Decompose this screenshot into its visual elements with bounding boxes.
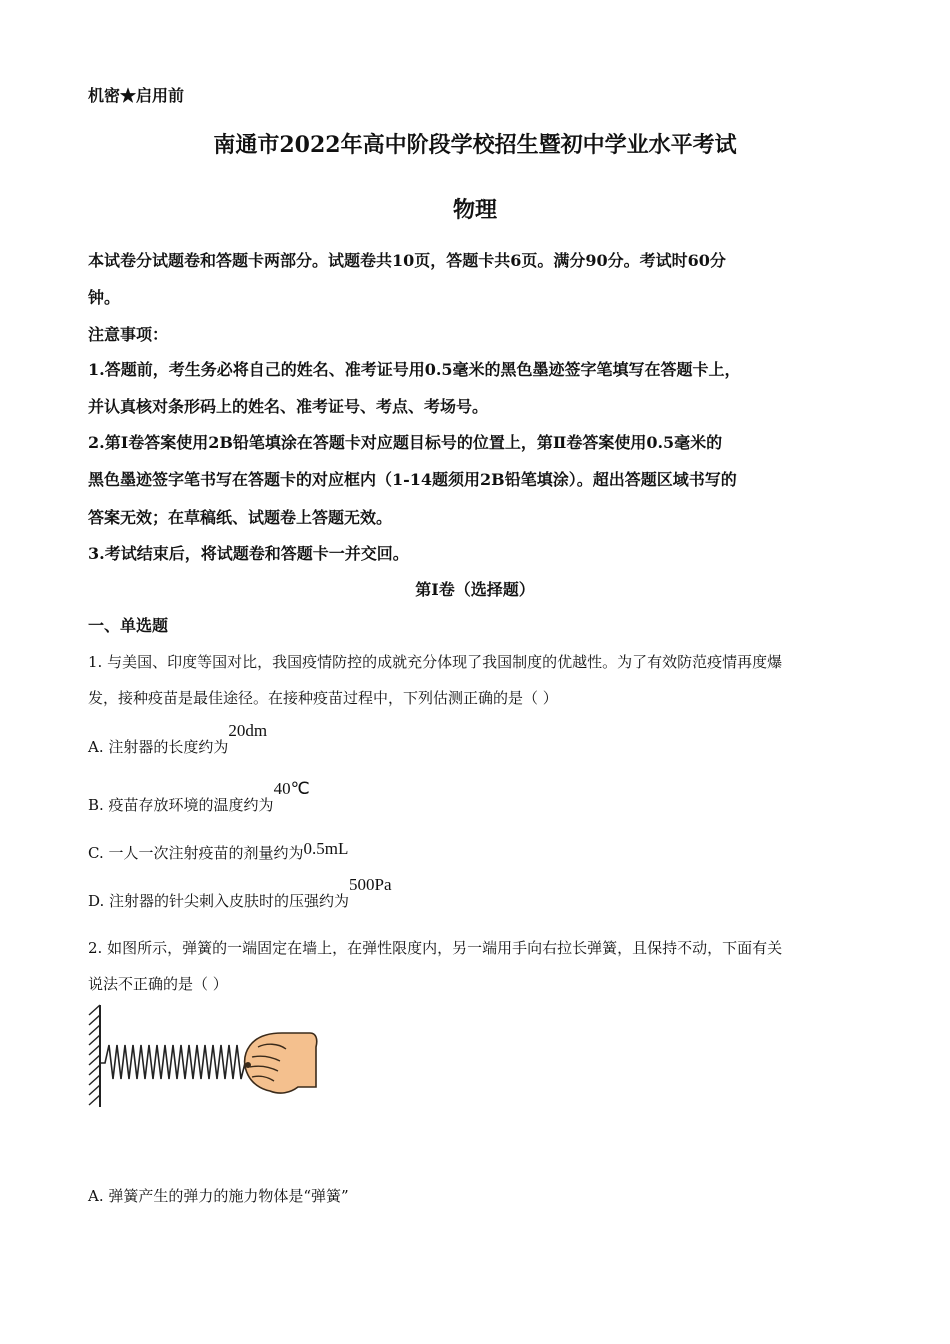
- q2-stem-line-1: 2. 如图所示，弹簧的一端固定在墙上，在弹性限度内，另一端用手向右拉长弹簧，且保持不动，下面有关: [88, 939, 783, 957]
- option-text: B. 疫苗存放环境的温度约为: [88, 796, 274, 814]
- option-text: A. 注射器的长度约为: [88, 738, 229, 756]
- q1-option-a: [88, 721, 268, 757]
- option-value: 40℃: [273, 779, 310, 798]
- note-1-line-2: 并认真核对条形码上的姓名、准考证号、考点、考场号。: [88, 397, 489, 416]
- q2-stem-line-2: 说法不正确的是（ ）: [88, 975, 228, 993]
- subject-title: 物理: [452, 197, 497, 223]
- q1-stem-line-2: 发，接种疫苗是最佳途径。在接种疫苗过程中，下列估测正确的是（ ）: [88, 689, 558, 707]
- note-2-line-3: 答案无效；在草稿纸、试题卷上答题无效。: [88, 508, 393, 527]
- part-title: 第I卷（选择题）: [415, 580, 535, 599]
- note-2-line-1: 2.第Ⅰ卷答案使用2B铅笔填涂在答题卡对应题目标号的位置上，第Ⅱ卷答案使用0.5毫米的: [88, 433, 723, 452]
- spring-hand-figure: [86, 1003, 318, 1109]
- note-3: 3.考试结束后，将试题卷和答题卡一并交回。: [88, 544, 409, 563]
- secret-mark: 机密★启用前: [88, 86, 185, 105]
- wall-icon: [89, 1005, 100, 1107]
- exam-title: 南通市2022年高中阶段学校招生暨初中学业水平考试: [213, 132, 737, 158]
- intro-line-2: 钟。: [88, 288, 121, 307]
- q1-option-b: [88, 779, 310, 815]
- option-text: D. 注射器的针尖刺入皮肤时的压强约为: [88, 892, 350, 910]
- note-1-line-1: 1.答题前，考生务必将自己的姓名、准考证号用0.5毫米的黑色墨迹签字笔填写在答题卡上，: [88, 360, 741, 379]
- q1-option-d: [88, 875, 392, 911]
- option-value: 0.5mL: [303, 839, 349, 858]
- option-text: C. 一人一次注射疫苗的剂量约为: [88, 844, 304, 862]
- option-value: 500Pa: [349, 875, 392, 894]
- q1-option-c: [88, 839, 349, 863]
- note-2-line-2: 黑色墨迹签字笔书写在答题卡的对应框内（1-14题须用2B铅笔填涂）。超出答题区域书写的: [88, 470, 737, 489]
- q2-option-a: A. 弹簧产生的弹力的施力物体是“弹簧”: [88, 1187, 349, 1205]
- option-value: 20dm: [228, 721, 268, 740]
- section-heading: 一、单选题: [88, 616, 169, 635]
- notes-heading: 注意事项：: [88, 325, 169, 344]
- intro-line-1: 本试卷分试题卷和答题卡两部分。试题卷共10页，答题卡共6页。满分90分。考试时60分: [88, 251, 726, 270]
- q1-stem-line-1: 1. 与美国、印度等国对比，我国疫情防控的成就充分体现了我国制度的优越性。为了有效防范疫情再度爆: [88, 653, 783, 671]
- hand-icon: [245, 1033, 317, 1093]
- spring-icon: [100, 1045, 250, 1079]
